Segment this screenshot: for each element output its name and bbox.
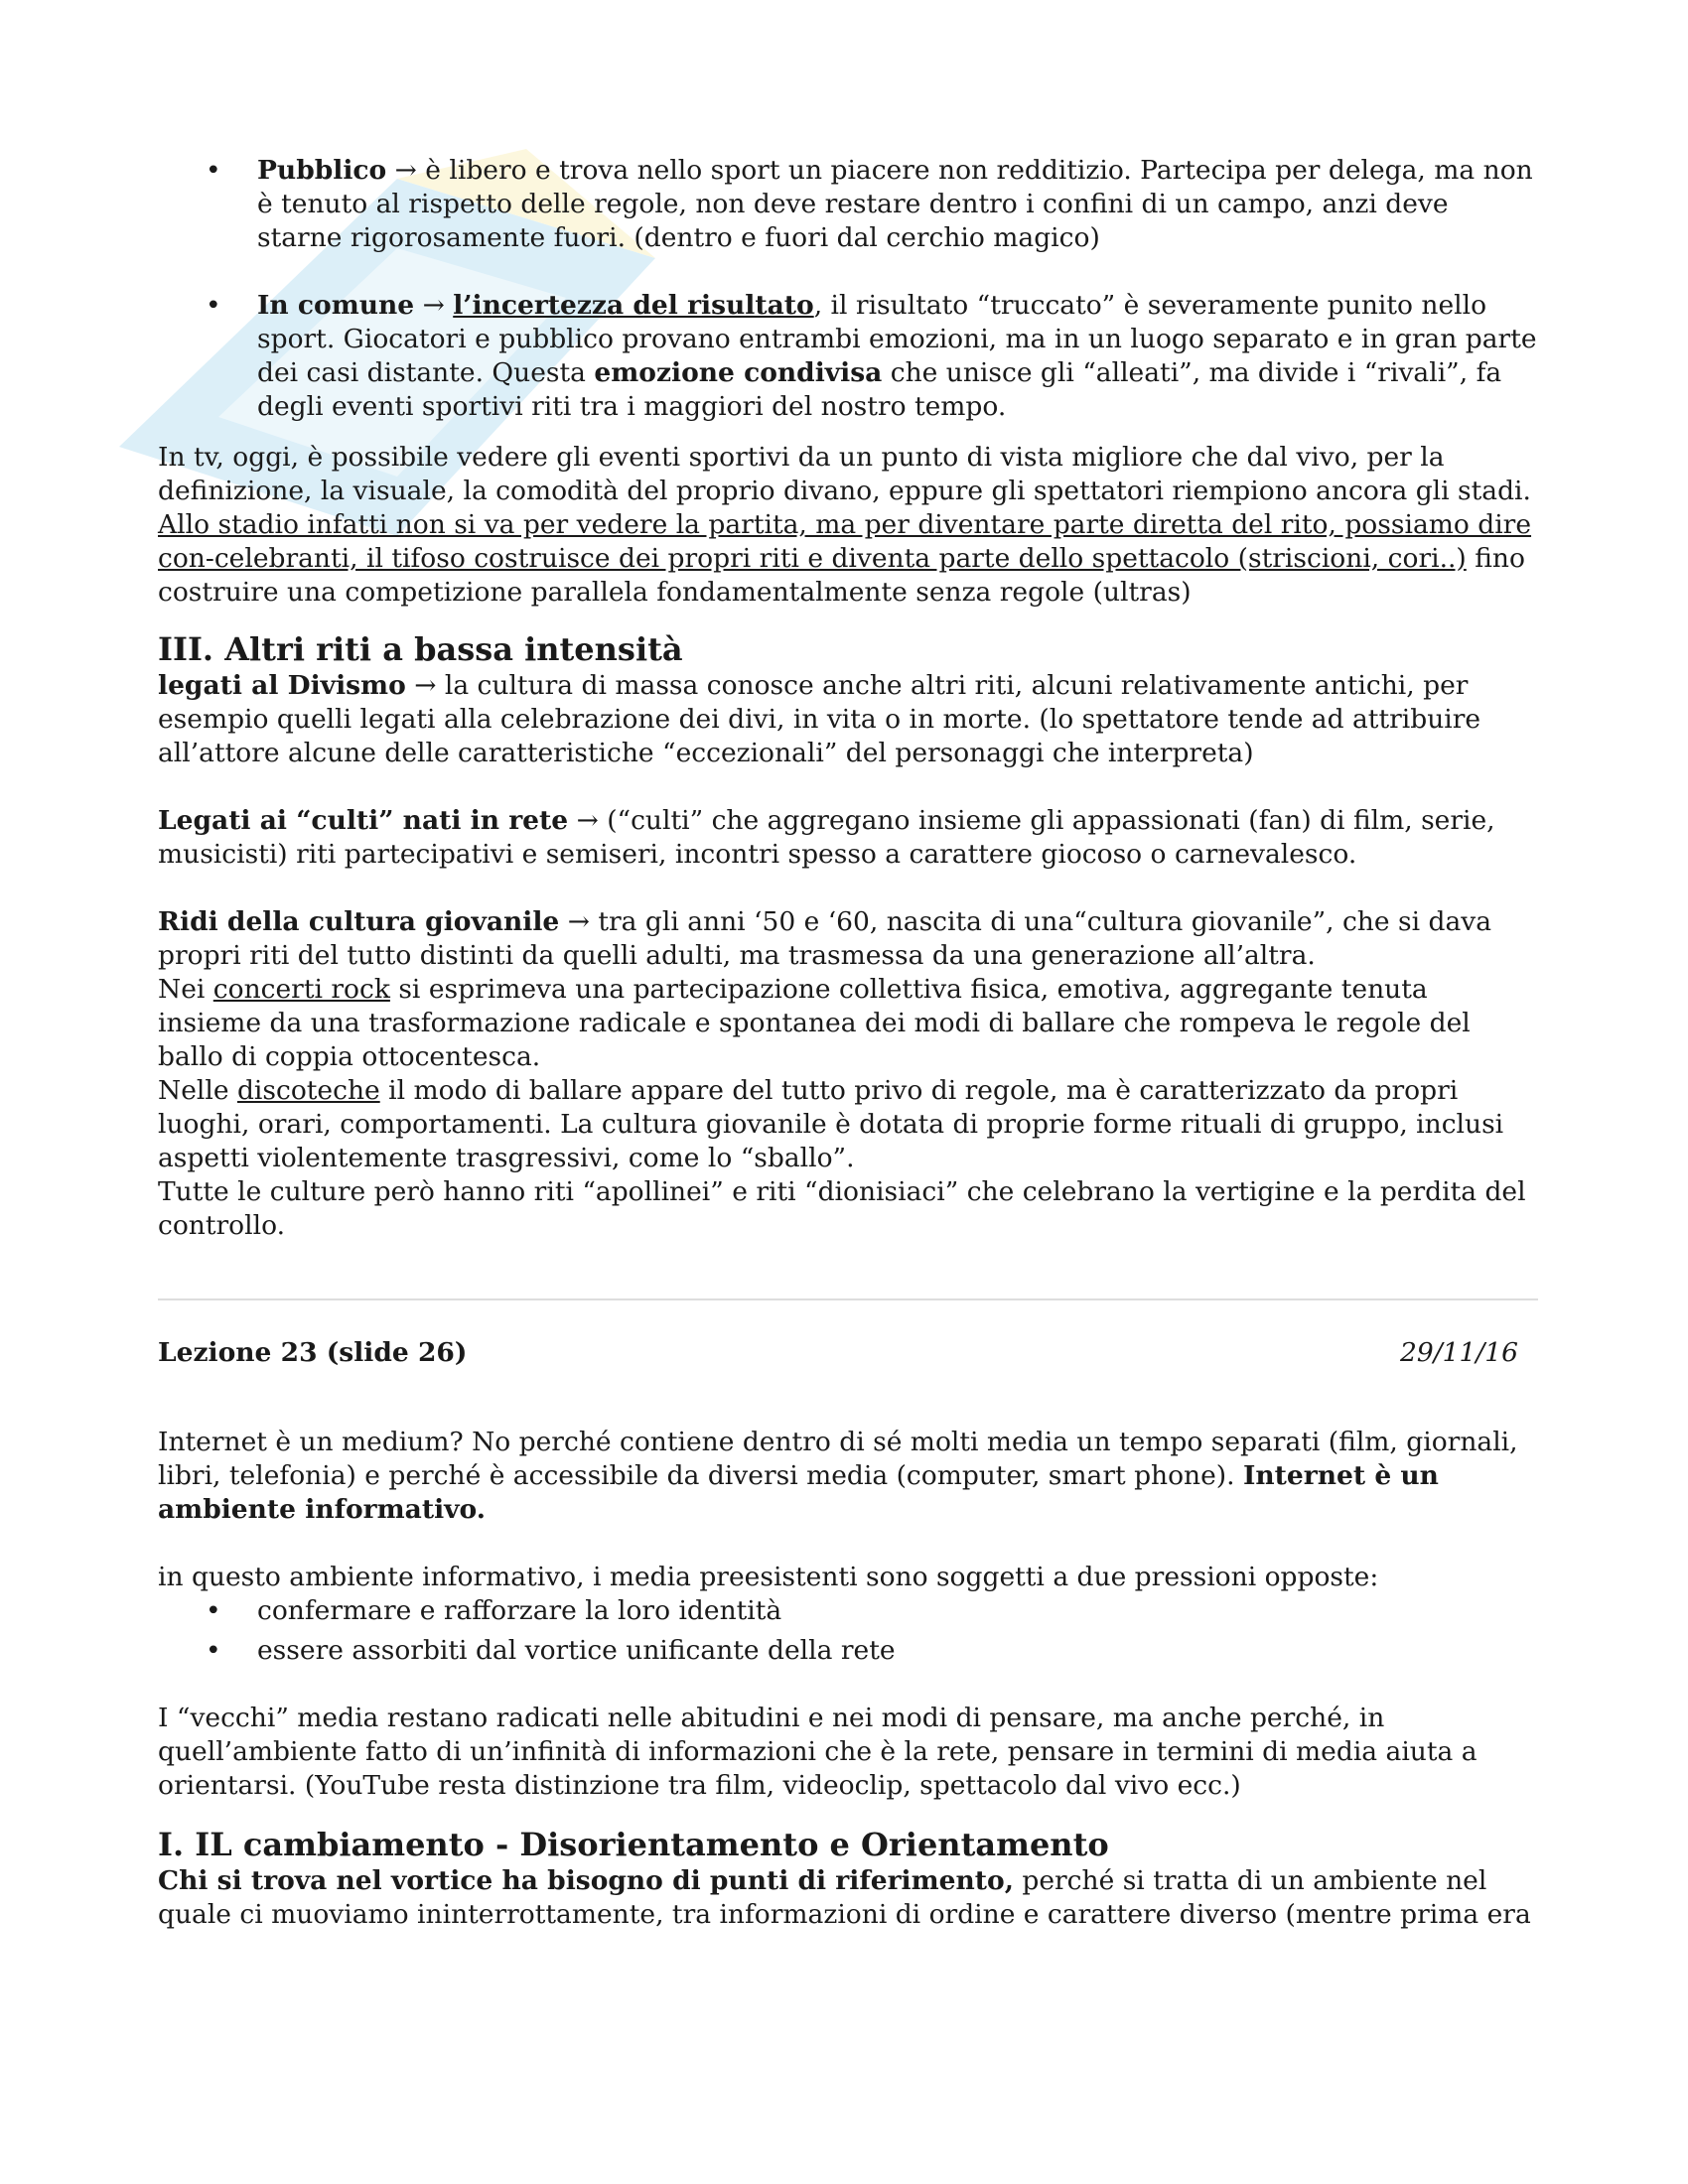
discoteche-text: il modo di ballare appare del tutto privo di regole, ma è caratterizzato da propri luoghi, orari, comportamenti. La cultura giovanile è dotata di proprie forme rituali di gruppo, inclusi aspetti violentemente trasgressivi, come lo “sballo”. bbox=[158, 1075, 1504, 1173]
lesson-header bbox=[158, 1336, 1538, 1370]
incertezza-underlined: l’incertezza del risultato bbox=[453, 290, 814, 321]
in-comune-label: In comune bbox=[257, 290, 415, 321]
bullet-icon: • bbox=[206, 155, 221, 186]
pressione-text: essere assorbiti dal vortice unificante della rete bbox=[257, 1635, 896, 1666]
section-heading-cambiamento: I. IL cambiamento - Disorientamento e Orientamento bbox=[158, 1826, 1109, 1863]
discoteche-pre: Nelle bbox=[158, 1075, 237, 1106]
giovanile-text: tra gli anni ‘50 e ‘60, nascita di una“cultura giovanile”, che si dava propri riti del tutto distinti da quelli adulti, ma trasmessa da una generazione all’altra. bbox=[158, 906, 1492, 971]
internet-paragraph bbox=[158, 1426, 1538, 1527]
in-comune-text-1: , il risultato “truccato” è severamente punito nello sport. Giocatori e pubblico provano entrambi emozioni, ma in un luogo separato e in gran parte dei casi distante. Questa bbox=[257, 290, 1537, 388]
pressioni-list bbox=[158, 1594, 1538, 1668]
internet-bold: Internet è un ambiente informativo. bbox=[158, 1460, 1439, 1525]
vecchi-media-paragraph: I “vecchi” media restano radicati nelle abitudini e nei modi di pensare, ma anche perché, in quell’ambiente fatto di un’infinità di informazioni che è la rete, pensare in termini di media aiuta a orientarsi. (YouTube resta distinzione tra film, videoclip, spettacolo dal vivo ecc.) bbox=[158, 1703, 1477, 1801]
concerti-paragraph bbox=[158, 973, 1538, 1074]
culture-paragraph: Tutte le culture però hanno riti “apollinei” e riti “dionisiaci” che celebrano la vertigine e la perdita del controllo. bbox=[158, 1176, 1526, 1241]
discoteche-underlined: discoteche bbox=[236, 1075, 380, 1106]
document-page bbox=[158, 154, 1538, 1932]
list-spacer bbox=[158, 255, 1538, 289]
tv-paragraph bbox=[158, 441, 1538, 610]
arrow-right-icon: → bbox=[559, 906, 599, 937]
arrow-right-icon: → bbox=[414, 290, 454, 321]
arrow-right-icon: → bbox=[405, 670, 445, 701]
bullet-icon: • bbox=[206, 1635, 221, 1666]
tv-text-1: In tv, oggi, è possibile vedere gli eventi sportivi da un punto di vista migliore che dal vivo, per la definizione, la visuale, la comodità del proprio divano, eppure gli spettatori riempiono ancora gli stadi. bbox=[158, 442, 1531, 506]
giovanile-label: Ridi della cultura giovanile bbox=[158, 906, 560, 937]
pressione-text: confermare e rafforzare la loro identità bbox=[257, 1595, 782, 1626]
lesson-title: Lezione 23 (slide 26) bbox=[158, 1337, 468, 1368]
pubblico-label: Pubblico bbox=[257, 155, 387, 186]
divismo-label: legati al Divismo bbox=[158, 670, 406, 701]
emozione-condivisa-bold: emozione condivisa bbox=[594, 357, 883, 388]
vortice-text: perché si tratta di un ambiente nel quale ci muoviamo ininterrottamente, tra informazioni di ordine e carattere diverso (mentre prima era bbox=[158, 1865, 1531, 1930]
concerti-text: si esprimeva una partecipazione collettiva fisica, emotiva, aggregante tenuta insieme da una trasformazione radicale e spontanea dei modi di ballare che rompeva le regole del ballo di coppia ottocentesca. bbox=[158, 974, 1471, 1072]
tv-text-2: fino costruire una competizione parallela fondamentalmente senza regole (ultras) bbox=[158, 543, 1525, 608]
vortice-paragraph bbox=[158, 1864, 1538, 1932]
list-item bbox=[158, 1634, 1538, 1668]
arrow-right-icon: → bbox=[386, 155, 426, 186]
divismo-text: la cultura di massa conosce anche altri riti, alcuni relativamente antichi, per esempio quelli legati alla celebrazione dei divi, in vita o in morte. (lo spettatore tende ad attribuire all’attore alcune delle caratteristiche “eccezionali” del personaggi che interpreta) bbox=[158, 670, 1481, 768]
culti-paragraph bbox=[158, 804, 1538, 872]
stadio-underlined: Allo stadio infatti non si va per vedere la partita, ma per diventare parte diretta del rito, possiamo dire con-celebranti, il tifoso costruisce dei propri riti e diventa parte dello spettacolo (striscioni, cori..) bbox=[158, 509, 1532, 574]
list-item-in-comune bbox=[158, 289, 1538, 424]
culti-text: (“culti” che aggregano insieme gli appassionati (fan) di film, serie, musicisti) riti partecipativi e semiseri, incontri spesso a carattere giocoso o carnevalesco. bbox=[158, 805, 1495, 870]
bullet-icon: • bbox=[206, 1595, 221, 1626]
list-item bbox=[158, 1594, 1538, 1628]
concerti-pre: Nei bbox=[158, 974, 213, 1005]
internet-text: Internet è un medium? No perché contiene dentro di sé molti media un tempo separati (film, giornali, libri, telefonia) e perché è accessibile da diversi media (computer, smart phone). bbox=[158, 1427, 1518, 1491]
lesson-date: 29/11/16 bbox=[1399, 1337, 1518, 1368]
pressioni-intro: in questo ambiente informativo, i media preesistenti sono soggetti a due pressioni opposte: bbox=[158, 1562, 1379, 1592]
concerti-rock-underlined: concerti rock bbox=[212, 974, 390, 1005]
divismo-paragraph bbox=[158, 669, 1538, 770]
list-item-pubblico bbox=[158, 154, 1538, 255]
giovanile-paragraph bbox=[158, 905, 1538, 973]
arrow-right-icon: → bbox=[568, 805, 608, 836]
sport-bullet-list bbox=[158, 154, 1538, 424]
culti-label: Legati ai “culti” nati in rete bbox=[158, 805, 569, 836]
section-heading-altri-riti: III. Altri riti a bassa intensità bbox=[158, 630, 683, 668]
in-comune-text-2: che unisce gli “alleati”, ma divide i “rivali”, fa degli eventi sportivi riti tra i maggiori del nostro tempo. bbox=[257, 357, 1502, 422]
bullet-icon: • bbox=[206, 290, 221, 321]
pubblico-text: è libero e trova nello sport un piacere non redditizio. Partecipa per delega, ma non è tenuto al rispetto delle regole, non deve restare dentro i confini di un campo, anzi deve starne rigorosamente fuori. (dentro e fuori dal cerchio magico) bbox=[257, 155, 1533, 253]
vortice-bold: Chi si trova nel vortice ha bisogno di punti di riferimento, bbox=[158, 1865, 1014, 1896]
discoteche-paragraph bbox=[158, 1074, 1538, 1175]
